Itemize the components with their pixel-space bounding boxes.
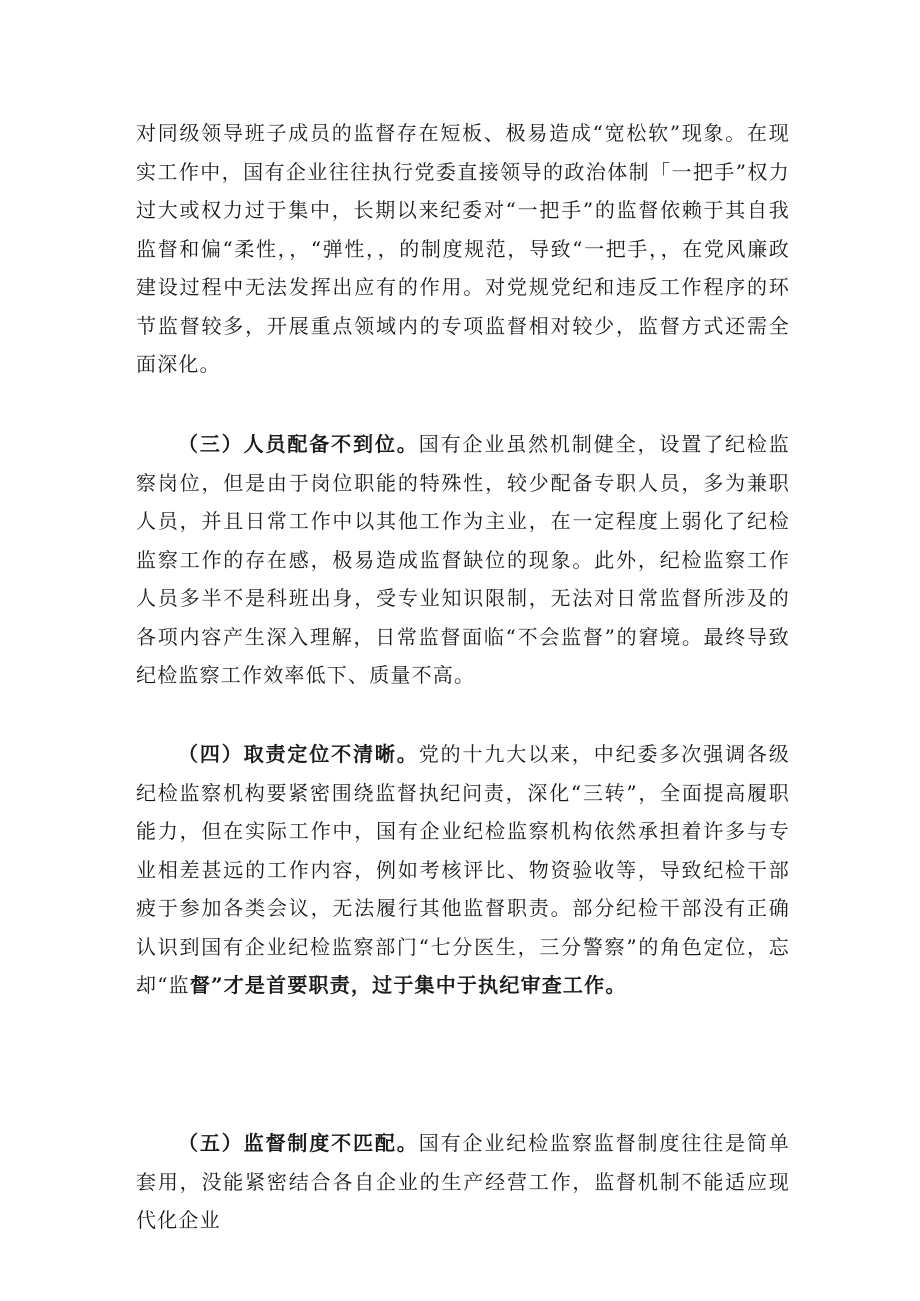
paragraph-system-mismatch	[136, 1124, 790, 1240]
section-heading-staffing: （三）人员配备不到位。	[178, 432, 419, 456]
paragraph-bold-tail: 督”才是首要职责，过于集中于执纪审查工作。	[189, 973, 627, 997]
paragraph-body: 对同级领导班子成员的监督存在短板、极易造成“宽松软”现象。在现实工作中，国有企业往往执行党委直接领导的政治体制「一把手”权力过大或权力过于集中，长期以来纪委对“一把手”的监督依赖于其自我监督和偏“柔性，，“弹性，，的制度规范，导致“一把手，，在党风廉政建设过程中无法发挥出应有的作用。对党规党纪和违反工作程序的环节监督较多，开展重点领域内的专项监督相对较少，监督方式还需全面深化。	[136, 121, 790, 376]
paragraph-supervision-shortcomings	[136, 114, 790, 384]
paragraph-body: 国有企业纪检监察监督制度往往是简单套用，没能紧密结合各自企业的生产经营工作，监督机制不能适应现代化企业	[136, 1131, 791, 1232]
paragraph-body: 党的十九大以来，中纪委多次强调各级纪检监察机构要紧密围绕监督执纪问责，深化“三转”，全面提高履职能力，但在实际工作中，国有企业纪检监察机构依然承担着许多与专业相差甚远的工作内容，例如考核评比、物资验收等，导致纪检干部疲于参加各类会议，无法履行其他监督职责。部分纪检干部没有正确认识到国有企业纪检监察部门“七分医生，三分警察”的角色定位，忘却“监	[136, 742, 791, 997]
paragraph-role-positioning	[136, 735, 790, 1005]
section-heading-role-positioning: （四）取责定位不清晰。	[178, 742, 419, 766]
paragraph-staffing	[136, 425, 790, 695]
paragraph-body: 国有企业虽然机制健全，设置了纪检监察岗位，但是由于岗位职能的特殊性，较少配备专职人员，多为兼职人员，并且日常工作中以其他工作为主业，在一定程度上弱化了纪检监察工作的存在感，极易造成监督缺位的现象。此外，纪检监察工作人员多半不是科班出身，受专业知识限制，无法对日常监督所涉及的各项内容产生深入理解，日常监督面临“不会监督”的窘境。最终导致纪检监察工作效率低下、质量不高。	[136, 432, 791, 687]
section-heading-system-mismatch: （五）监督制度不匹配。	[178, 1131, 419, 1155]
